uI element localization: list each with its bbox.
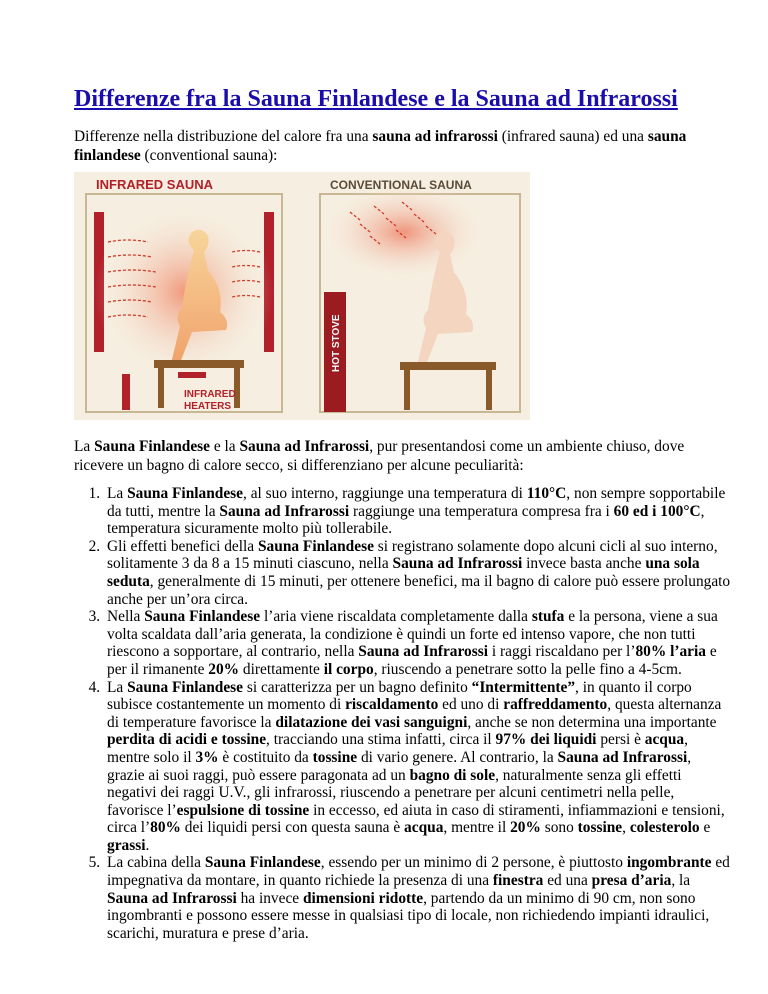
sauna-comparison-illustration (74, 172, 530, 420)
conventional-sauna-label: CONVENTIONAL SAUNA (330, 178, 472, 192)
page-title-link[interactable]: Differenze fra la Sauna Finlandese e la Sauna ad Infrarossi (74, 86, 678, 112)
intro-paragraph: Differenze nella distribuzione del calore fra una sauna ad infrarossi (infrared sauna) ed una sauna finlandese (conventional sauna): (74, 128, 687, 164)
differences-list (74, 485, 732, 942)
list-item: 3. Nella Sauna Finlandese l’aria viene riscaldata completamente dalla stufa e la persona, viene a sua volta scaldata dall’aria generata, la condizione è quindi un forte ed intenso vapore, che non tutti riescono a sopportare, al contrario, nella Sauna ad Infrarossi i raggi riscaldano per l’80% l’aria e per il rimanente 20% direttamente il corpo, riuscendo a penetrare sotto la pelle fino a 4-5cm. (104, 608, 732, 678)
right-bench (400, 362, 496, 370)
infrared-heaters-label-line2: HEATERS (184, 401, 232, 412)
comparison-paragraph: La Sauna Finlandese e la Sauna ad Infrarossi, pur presentandosi come un ambiente chiuso, dove ricevere un bagno di calore secco, si differenziano per alcune peculiarità: (74, 438, 685, 474)
list-item: 2. Gli effetti benefici della Sauna Finlandese si registrano solamente dopo alcuni cicli al suo interno, solitamente 3 da 8 a 15 minuti ciascuno, nella Sauna ad Infrarossi invece basta anche una sola seduta, generalmente di 15 minuti, per ottenere benefici, ma il bagno di calore può essere prolungato anche per un’ora circa. (104, 538, 732, 608)
list-item: 5. La cabina della Sauna Finlandese, essendo per un minimo di 2 persone, è piuttosto ingombrante ed impegnativa da montare, in quanto richiede la presenza di una finestra ed una presa d’aria, la Sauna ad Infrarossi ha invece dimensioni ridotte, partendo da un minimo di 90 cm, non sono ingombranti e possono essere messe in qualsiasi tipo di locale, non richiedendo impianti idraulici, scarichi, muratura e prese d’aria. (104, 854, 732, 942)
hot-stove-label: HOT STOVE (331, 314, 342, 372)
list-item: 4. La Sauna Finlandese si caratterizza per un bagno definito “Intermittente”, in quanto il corpo subisce costantemente un momento di riscaldamento ed uno di raffreddamento, questa alternanza di temperature favorisce la dilatazione dei vasi sanguigni, anche se non determina una importante perdita di acidi e tossine, tracciando una stima infatti, circa il 97% dei liquidi persi è acqua, mentre solo il 3% è costituito da tossine di vario genere. Al contrario, la Sauna ad Infrarossi, grazie ai suoi raggi, può essere paragonata ad un bagno di sole, naturalmente senza gli effetti negativi dei raggi U.V., gli infrarossi, riuscendo a penetrare per alcuni centimetri nella pelle, favorisce l’espulsione di tossine in eccesso, ed aiuta in caso di stiramenti, infiammazioni e tensioni, circa l’80% dei liquidi persi con questa sauna è acqua, mentre il 20% sono tossine, colesterolo e grassi. (104, 679, 732, 855)
list-item: 1. La Sauna Finlandese, al suo interno, raggiunge una temperatura di 110°C, non sempre sopportabile da tutti, mentre la Sauna ad Infrarossi raggiunge una temperatura compresa fra i 60 ed i 100°C, temperatura sicuramente molto più tollerabile. (104, 485, 732, 538)
infrared-sauna-label: INFRARED SAUNA (96, 177, 213, 192)
left-bench (154, 360, 244, 368)
infrared-heaters-label-line1: INFRARED (184, 389, 236, 400)
